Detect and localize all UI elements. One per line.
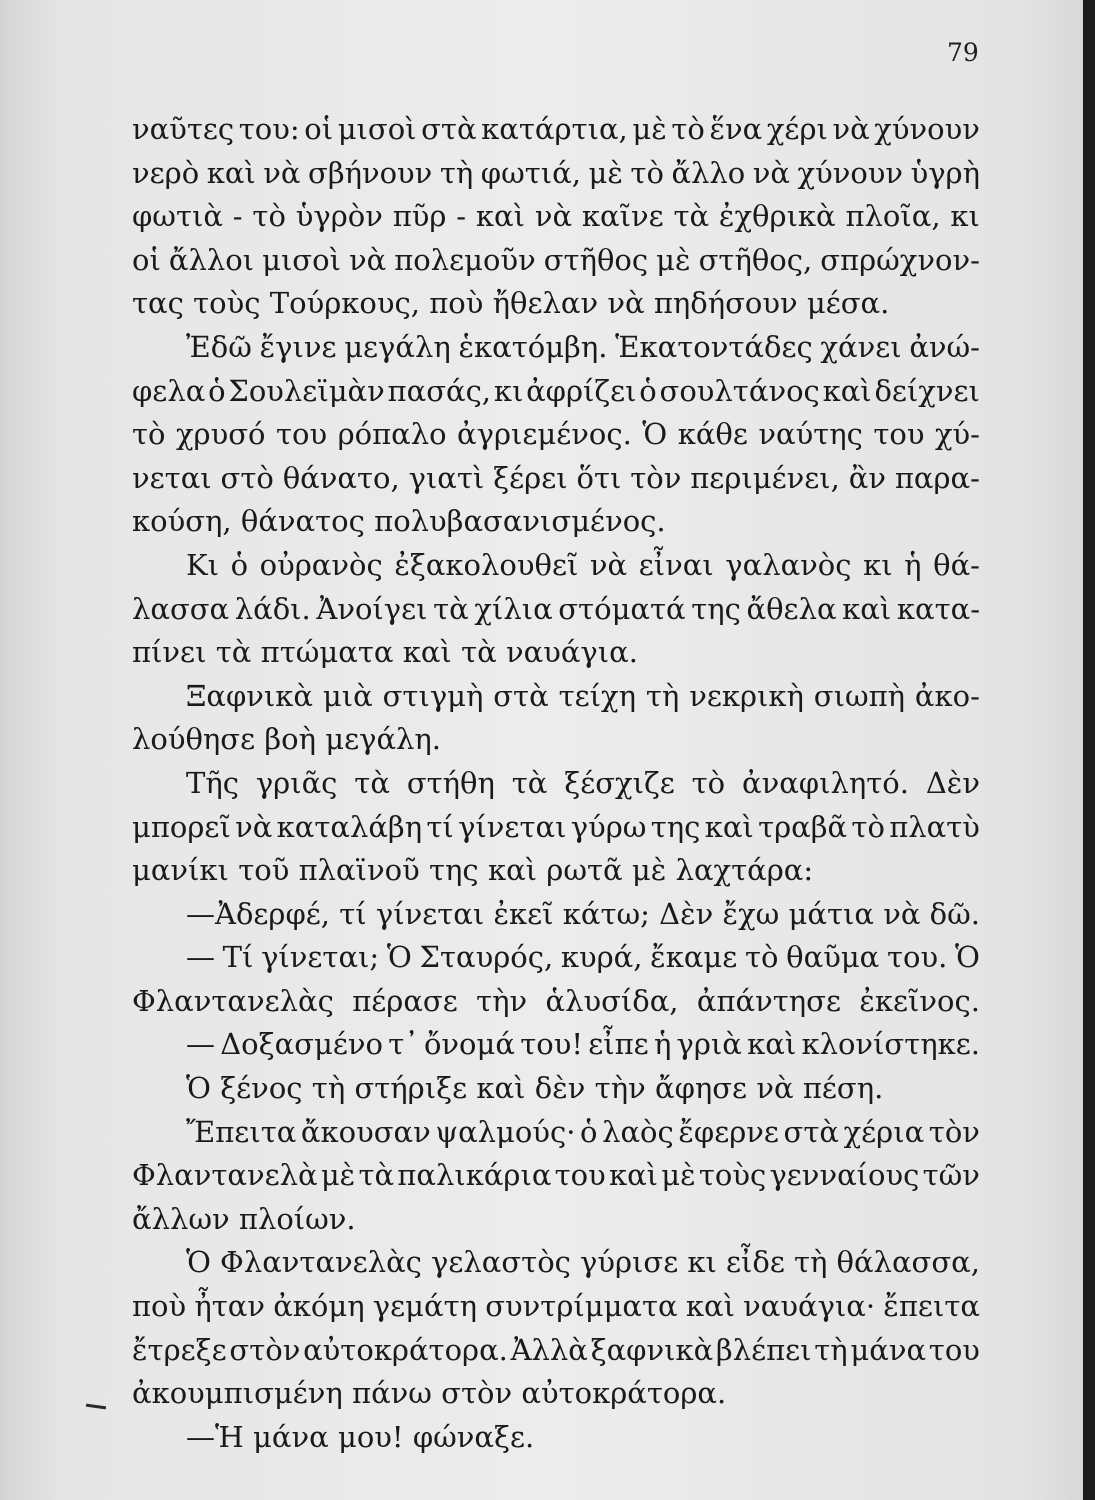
text-line bbox=[132, 1329, 980, 1373]
word: τὴ bbox=[439, 155, 474, 190]
text-line bbox=[132, 457, 980, 501]
word: τὴ bbox=[794, 1245, 828, 1280]
word: γεμάτη bbox=[372, 1289, 478, 1324]
word: ἔγινε bbox=[259, 329, 337, 364]
word: βλέπει bbox=[715, 1332, 812, 1367]
word: ἄθελα bbox=[746, 591, 837, 626]
word: κάτω; bbox=[562, 896, 650, 931]
word: χέρια bbox=[843, 1114, 925, 1149]
word: Σταυρός, bbox=[419, 940, 554, 975]
word: στῆθος bbox=[543, 242, 649, 277]
word: ξέσχιζε bbox=[564, 765, 675, 800]
text-line bbox=[132, 675, 980, 719]
word: καὶ bbox=[704, 809, 754, 844]
word: της bbox=[650, 809, 701, 844]
text-line bbox=[132, 282, 980, 326]
word: τοῦ bbox=[238, 853, 290, 888]
word: ἀνώ- bbox=[909, 329, 980, 364]
word: Κι bbox=[186, 547, 220, 582]
word: νὰ bbox=[534, 199, 573, 234]
word: στὸν bbox=[229, 1332, 301, 1367]
word: νὰ bbox=[607, 286, 645, 321]
word: ὁ bbox=[208, 373, 226, 408]
word: πίνει bbox=[132, 635, 207, 670]
word: πηδήσουν bbox=[653, 286, 798, 321]
word: Ὁ bbox=[954, 940, 980, 975]
word: δείχνει bbox=[874, 373, 980, 408]
word: αὐτοκράτορα. bbox=[521, 1376, 727, 1411]
word: μάνα bbox=[850, 1332, 927, 1367]
word: τὸ bbox=[744, 940, 779, 975]
text-line bbox=[132, 762, 980, 806]
text-line bbox=[132, 370, 980, 414]
word: θαῦμα bbox=[786, 940, 880, 975]
word: γενναίους bbox=[769, 1158, 920, 1193]
text-line bbox=[132, 108, 980, 152]
word: κι bbox=[687, 1245, 717, 1280]
word: ἤθελαν bbox=[492, 286, 599, 321]
word: γελαστὸς bbox=[431, 1245, 571, 1280]
word: μισοὶ bbox=[262, 242, 341, 277]
text-line bbox=[132, 152, 980, 196]
word: ναυάγια. bbox=[505, 635, 638, 670]
word: Ὁ bbox=[642, 417, 668, 452]
word: νὰ bbox=[589, 547, 628, 582]
word: τὰ bbox=[358, 1158, 395, 1193]
word: ἀκόμη bbox=[273, 1289, 365, 1324]
word: χίλια bbox=[474, 591, 553, 626]
word: ἀγριεμένος. bbox=[457, 417, 632, 452]
word: γαλανὸς bbox=[725, 547, 852, 582]
word: ρωτᾶ bbox=[546, 853, 623, 888]
word: ἡ bbox=[653, 1027, 672, 1062]
text-line bbox=[132, 500, 980, 544]
word: κυρά, bbox=[560, 940, 643, 975]
word: λούθησε bbox=[132, 722, 256, 757]
word: καὶ bbox=[402, 635, 452, 670]
word: περιμένει, bbox=[690, 460, 840, 495]
word: μιὰ bbox=[322, 678, 373, 713]
word: πλοῖα, bbox=[845, 199, 941, 234]
word: —Ἡ bbox=[186, 1419, 244, 1454]
word: καὶ bbox=[747, 1027, 797, 1062]
word: ἔχω bbox=[722, 896, 780, 931]
body-text bbox=[132, 108, 980, 1459]
word: Δοξασμένο bbox=[220, 1027, 383, 1062]
word: νεται bbox=[132, 460, 212, 495]
word: τὴ bbox=[814, 1332, 848, 1367]
word: νὰ bbox=[235, 809, 273, 844]
word: νὰ bbox=[756, 1071, 794, 1106]
word: Δὲν bbox=[925, 765, 980, 800]
word: μάνα bbox=[253, 1419, 329, 1454]
word: νὰ bbox=[348, 242, 387, 277]
word: Φλαντανελὰς bbox=[220, 1245, 422, 1280]
word: χύνουν bbox=[874, 112, 980, 146]
word: πῦρ bbox=[392, 199, 447, 234]
word: τας bbox=[132, 286, 184, 321]
word: του bbox=[928, 1332, 980, 1367]
word: στῆθος, bbox=[698, 242, 813, 277]
word: ἄλλο bbox=[671, 155, 746, 190]
word: ἄφησε bbox=[654, 1071, 748, 1106]
word: τὰ bbox=[354, 765, 390, 800]
word: ἐξακολουθεῖ bbox=[394, 547, 579, 582]
word: ναύτης bbox=[758, 417, 863, 452]
word: κι bbox=[493, 373, 524, 408]
word: κάθε bbox=[677, 417, 748, 452]
word: πέρασε bbox=[352, 983, 458, 1018]
word: ναυάγια· bbox=[743, 1289, 876, 1324]
word: χέρι bbox=[766, 112, 828, 146]
word: εἶναι bbox=[638, 547, 714, 582]
page-number: 79 bbox=[947, 38, 979, 67]
text-line bbox=[132, 1416, 980, 1460]
word: Φλαντανελὰς bbox=[132, 983, 334, 1018]
word: σπρώχνον- bbox=[820, 242, 980, 277]
word: κλονίστηκε. bbox=[801, 1027, 980, 1062]
word: μὲ bbox=[661, 1158, 696, 1193]
word: πασάς, bbox=[387, 373, 492, 408]
word: - bbox=[456, 199, 467, 234]
word: μὲ bbox=[631, 853, 667, 888]
word: Σουλεϊμὰν bbox=[228, 373, 385, 408]
word: φωτιὰ bbox=[132, 199, 223, 234]
word: ὁ bbox=[639, 373, 657, 408]
word: ὑγρὴ bbox=[910, 155, 980, 190]
word: τὴν bbox=[476, 983, 528, 1018]
word: καὶ bbox=[685, 1289, 735, 1324]
word: νὰ bbox=[752, 155, 790, 190]
text-line bbox=[132, 588, 980, 632]
word: στὸ bbox=[220, 460, 274, 495]
word: ξέρει bbox=[493, 460, 568, 495]
word: ὄνομά bbox=[423, 1027, 515, 1062]
word: ἔπειτα bbox=[883, 1289, 980, 1324]
word: χύ- bbox=[934, 417, 980, 452]
word: ἔκαμε bbox=[650, 940, 738, 975]
word: ἀπάντησε bbox=[696, 983, 841, 1018]
word: θάλασσα, bbox=[836, 1245, 980, 1280]
word: τί bbox=[339, 896, 367, 931]
word: τὴ bbox=[645, 678, 680, 713]
word: Ἀνοίγει bbox=[316, 591, 428, 626]
word: τὴν bbox=[594, 1071, 646, 1106]
text-line bbox=[132, 1023, 980, 1067]
word: γύρω bbox=[570, 809, 647, 844]
word: τὸ bbox=[851, 809, 885, 844]
word: ἐκεῖ bbox=[493, 896, 554, 931]
word: της bbox=[429, 853, 479, 888]
text-line bbox=[132, 893, 980, 937]
word: καὶ bbox=[206, 155, 256, 190]
word: μάτια bbox=[788, 896, 874, 931]
word: οἱ bbox=[304, 112, 334, 146]
word: Ἑκατοντάδες bbox=[615, 329, 813, 364]
page-edge bbox=[1083, 0, 1095, 1500]
word: καὶ bbox=[487, 853, 538, 888]
word: μὲ bbox=[656, 242, 691, 277]
word: ρόπαλο bbox=[337, 417, 447, 452]
word: καὶ bbox=[476, 1071, 526, 1106]
word: γριὰ bbox=[676, 1027, 742, 1062]
word: ὁ bbox=[580, 1114, 598, 1149]
word: Ἔπειτα bbox=[186, 1114, 297, 1149]
text-line bbox=[132, 1111, 980, 1155]
word: γιατὶ bbox=[408, 460, 485, 495]
word: ὑγρὸν bbox=[295, 199, 383, 234]
word: πλαϊνοῦ bbox=[298, 853, 420, 888]
word: δὲν bbox=[534, 1071, 586, 1106]
text-line bbox=[132, 1198, 980, 1242]
word: ἀκουμπισμένη bbox=[132, 1376, 343, 1411]
word: μπορεῖ bbox=[132, 809, 231, 844]
word: στὸν bbox=[441, 1376, 513, 1411]
word: τὸν bbox=[630, 460, 682, 495]
word: του bbox=[554, 1158, 606, 1193]
word: λάδι. bbox=[234, 591, 311, 626]
word: Δὲν bbox=[659, 896, 714, 931]
word: ἡ bbox=[904, 547, 922, 582]
margin-mark bbox=[86, 1404, 106, 1410]
word: ἐχθρικὰ bbox=[718, 199, 836, 234]
word: Τῆς bbox=[186, 765, 239, 800]
word: γίνεται; bbox=[261, 940, 380, 975]
text-line bbox=[132, 849, 980, 893]
word: λασσα bbox=[132, 591, 230, 626]
word: ἔτρεξε bbox=[132, 1332, 227, 1367]
word: Ὁ bbox=[186, 1071, 211, 1106]
word: συντρίμματα bbox=[485, 1289, 678, 1324]
word: Τί bbox=[222, 940, 254, 975]
word: ἂν bbox=[848, 460, 886, 495]
word: της bbox=[691, 591, 741, 626]
word: γύρισε bbox=[580, 1245, 679, 1280]
word: μεγάλη. bbox=[325, 722, 442, 757]
word: ἀκο- bbox=[914, 678, 980, 713]
text-line bbox=[132, 413, 980, 457]
word: φελα bbox=[132, 373, 206, 408]
word: δῶ. bbox=[929, 896, 980, 931]
word: καὶ bbox=[822, 373, 872, 408]
text-line bbox=[132, 806, 980, 850]
word: πλατὺ bbox=[889, 809, 980, 844]
word: — bbox=[186, 1027, 215, 1062]
text-line bbox=[132, 239, 980, 283]
word: φωτιά, bbox=[480, 155, 581, 190]
word: ποὺ bbox=[429, 286, 484, 321]
word: ὁ bbox=[230, 547, 249, 582]
text-line bbox=[132, 980, 980, 1024]
word: μὲ bbox=[632, 112, 667, 146]
word: στιγμὴ bbox=[382, 678, 484, 713]
word: τί bbox=[426, 809, 454, 844]
word: αὐτοκράτορα. bbox=[303, 1332, 508, 1367]
word: ἐκεῖνος. bbox=[859, 983, 980, 1018]
word: φώναξε. bbox=[412, 1419, 535, 1454]
word: κατα- bbox=[896, 591, 980, 626]
word: τὸ bbox=[630, 155, 664, 190]
word: ἔφερνε bbox=[678, 1114, 779, 1149]
word: καὶ bbox=[475, 199, 526, 234]
word: στήθη bbox=[406, 765, 495, 800]
word: παρα- bbox=[894, 460, 980, 495]
word: τὸ bbox=[691, 765, 726, 800]
word: νερὸ bbox=[132, 155, 200, 190]
word: στὰ bbox=[783, 1114, 839, 1149]
word: καὶ bbox=[608, 1158, 659, 1193]
word: ἄλλοι bbox=[168, 242, 255, 277]
word: στόματά bbox=[558, 591, 686, 626]
word: — bbox=[186, 940, 215, 975]
text-line bbox=[132, 718, 980, 762]
word: παλικάρια bbox=[397, 1158, 552, 1193]
word: τὸν bbox=[928, 1114, 980, 1149]
word: θάνατο, bbox=[282, 460, 400, 495]
word: κατάρτια, bbox=[481, 112, 628, 146]
word: νὰ bbox=[883, 896, 921, 931]
word: του bbox=[873, 417, 925, 452]
word: τ᾽ bbox=[388, 1027, 419, 1062]
word: μισοὶ bbox=[337, 112, 417, 146]
word: χρυσό bbox=[175, 417, 266, 452]
word: πλοίων. bbox=[238, 1201, 356, 1236]
word: ξαφνικὰ bbox=[590, 1332, 714, 1367]
word: πτώματα bbox=[260, 635, 394, 670]
word: καὶ bbox=[842, 591, 892, 626]
word: Φλαντανελὰ bbox=[132, 1158, 318, 1193]
word: τοὺς bbox=[698, 1158, 767, 1193]
word: του! bbox=[520, 1027, 583, 1062]
word: Ξαφνικὰ bbox=[186, 678, 314, 713]
word: οὐρανὸς bbox=[259, 547, 383, 582]
word: στὰ bbox=[421, 112, 477, 146]
word: χάνει bbox=[820, 329, 902, 364]
word: - bbox=[232, 199, 243, 234]
word: —Ἀδερφέ, bbox=[186, 896, 331, 931]
word: τὰ bbox=[673, 199, 710, 234]
word: ναῦτες bbox=[132, 112, 235, 146]
word: εἶπε bbox=[588, 1027, 649, 1062]
word: πολυβασανισμένος. bbox=[374, 504, 666, 539]
word: μου! bbox=[337, 1419, 404, 1454]
text-line bbox=[132, 1067, 980, 1111]
word: κι bbox=[950, 199, 980, 234]
word: λαὸς bbox=[602, 1114, 674, 1149]
word: οἱ bbox=[132, 242, 161, 277]
word: ἄλλων bbox=[132, 1201, 230, 1236]
word: ποὺ bbox=[132, 1289, 187, 1324]
word: ψαλμούς· bbox=[435, 1114, 576, 1149]
word: Ὁ bbox=[186, 1245, 211, 1280]
word: σουλτάνος bbox=[659, 373, 820, 408]
word: θάνατος bbox=[240, 504, 365, 539]
text-line bbox=[132, 1372, 980, 1416]
word: ἁλυσίδα, bbox=[545, 983, 679, 1018]
word: πολεμοῦν bbox=[394, 242, 536, 277]
word: τὰ bbox=[215, 635, 252, 670]
text-line bbox=[132, 1241, 980, 1285]
word: νὰ bbox=[832, 112, 870, 146]
word: Τούρκους, bbox=[269, 286, 420, 321]
word: μὲ bbox=[320, 1158, 356, 1193]
word: Ἀλλὰ bbox=[510, 1332, 588, 1367]
word: ἑκατόμβη. bbox=[458, 329, 608, 364]
word: πέση. bbox=[802, 1071, 884, 1106]
word: νὰ bbox=[263, 155, 301, 190]
text-line bbox=[132, 326, 980, 370]
word: κι bbox=[863, 547, 893, 582]
word: τὴ bbox=[311, 1071, 346, 1106]
text-line bbox=[132, 544, 980, 588]
word: γριᾶς bbox=[255, 765, 338, 800]
word: τὸ bbox=[252, 199, 286, 234]
word: σιωπὴ bbox=[813, 678, 906, 713]
word: τὸ bbox=[671, 112, 705, 146]
word: ἕνα bbox=[709, 112, 763, 146]
word: καταλάβη bbox=[276, 809, 423, 844]
word: τείχη bbox=[558, 678, 636, 713]
word: στήριξε bbox=[354, 1071, 468, 1106]
word: ἀφρίζει bbox=[526, 373, 637, 408]
text-line bbox=[132, 631, 980, 675]
word: ἀναφιλητό. bbox=[742, 765, 909, 800]
text-line bbox=[132, 195, 980, 239]
word: τὰ bbox=[433, 591, 469, 626]
word: σβήνουν bbox=[308, 155, 433, 190]
word: τὸ bbox=[132, 417, 166, 452]
word: του bbox=[275, 417, 328, 452]
word: κούση, bbox=[132, 504, 232, 539]
word: γίνεται bbox=[458, 809, 567, 844]
word: λαχτάρα: bbox=[675, 853, 814, 888]
word: καῖνε bbox=[581, 199, 664, 234]
word: τὰ bbox=[511, 765, 548, 800]
word: μανίκι bbox=[132, 853, 229, 888]
word: του. bbox=[886, 940, 948, 975]
word: ἄκουσαν bbox=[300, 1114, 431, 1149]
word: στὰ bbox=[493, 678, 549, 713]
word: τραβᾶ bbox=[758, 809, 848, 844]
word: μέσα. bbox=[806, 286, 890, 321]
word: τὰ bbox=[461, 635, 497, 670]
word: νεκρικὴ bbox=[689, 678, 804, 713]
word: γίνεται bbox=[375, 896, 485, 931]
text-line bbox=[132, 936, 980, 980]
word: χύνουν bbox=[797, 155, 904, 190]
word: πάνω bbox=[352, 1376, 432, 1411]
word: Ὁ bbox=[386, 940, 412, 975]
word: μεγάλη bbox=[344, 329, 451, 364]
word: Ἐδῶ bbox=[186, 329, 252, 364]
word: μὲ bbox=[588, 155, 623, 190]
word: τῶν bbox=[922, 1158, 980, 1193]
text-line bbox=[132, 1154, 980, 1198]
word: θά- bbox=[933, 547, 980, 582]
word: ὅτι bbox=[576, 460, 622, 495]
word: ἦταν bbox=[194, 1289, 265, 1324]
text-line bbox=[132, 1285, 980, 1329]
word: ξένος bbox=[220, 1071, 303, 1106]
word: τοὺς bbox=[193, 286, 261, 321]
word: του: bbox=[238, 112, 300, 146]
word: βοὴ bbox=[264, 722, 316, 757]
word: εἶδε bbox=[725, 1245, 785, 1280]
